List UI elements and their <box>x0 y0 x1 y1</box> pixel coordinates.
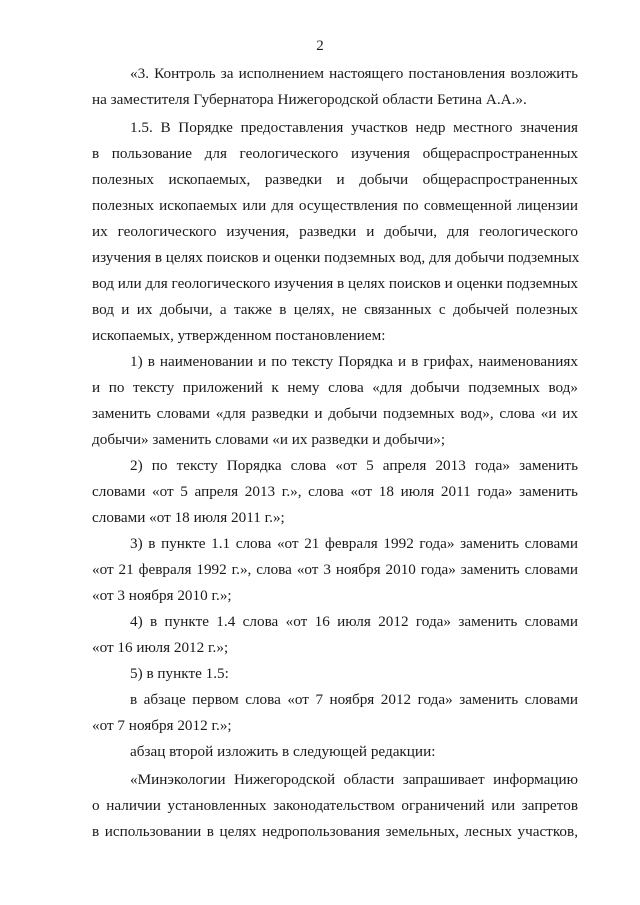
text-line: «от 7 ноября 2012 г.»; <box>92 717 232 734</box>
text-line: «от 16 июля 2012 г.»; <box>92 639 229 656</box>
text-line: «от 3 ноября 2010 г.»; <box>92 587 232 604</box>
text-line: в пользование для геологического изучения общераспространенных <box>92 145 578 162</box>
text-line: и по тексту приложений к нему слова «для добычи подземных вод» <box>92 379 578 396</box>
text-line: их геологического изучения, разведки и добычи, для геологического <box>92 223 578 240</box>
text-line: «3. Контроль за исполнением настоящего постановления возложить <box>130 65 578 82</box>
text-line: заменить словами «для разведки и добычи подземных вод», слова «и их <box>92 405 578 422</box>
text-line: вод или для геологического изучения в целях поисков и оценки подземных <box>92 275 578 292</box>
text-line: добычи» заменить словами «и их разведки и добычи»; <box>92 431 446 448</box>
text-line: 3) в пункте 1.1 слова «от 21 февраля 1992 года» заменить словами <box>130 535 578 552</box>
text-line: полезных ископаемых, разведки и добычи общераспространенных <box>92 171 578 188</box>
text-line: изучения в целях поисков и оценки подземных вод, для добычи подземных <box>92 249 580 266</box>
text-line: словами «от 5 апреля 2013 г.», слова «от 18 июля 2011 года» заменить <box>92 483 578 500</box>
text-line: «от 21 февраля 1992 г.», слова «от 3 ноября 2010 года» заменить словами <box>92 561 578 578</box>
text-line: 2) по тексту Порядка слова «от 5 апреля 2013 года» заменить <box>130 457 578 474</box>
text-line: ископаемых, утвержденном постановлением: <box>92 327 386 344</box>
text-line: 5) в пункте 1.5: <box>130 665 229 682</box>
text-line: «Минэкологии Нижегородской области запрашивает информацию <box>130 771 578 788</box>
text-line: вод и их добычи, а также в целях, не связанных с добычей полезных <box>92 301 578 318</box>
text-line: в абзаце первом слова «от 7 ноября 2012 года» заменить словами <box>130 691 578 708</box>
text-line: словами «от 18 июля 2011 г.»; <box>92 509 285 526</box>
text-line: 1) в наименовании и по тексту Порядка и в грифах, наименованиях <box>130 353 578 370</box>
page-number: 2 <box>316 38 324 54</box>
text-line: на заместителя Губернатора Нижегородской области Бетина А.А.». <box>92 91 527 108</box>
text-line: абзац второй изложить в следующей редакции: <box>130 743 436 760</box>
text-line: полезных ископаемых или для осуществления по совмещенной лицензии <box>92 197 578 214</box>
text-line: о наличии установленных законодательством ограничений или запретов <box>92 797 578 814</box>
text-line: 4) в пункте 1.4 слова «от 16 июля 2012 года» заменить словами <box>130 613 578 630</box>
text-line: в использовании в целях недропользования земельных, лесных участков, <box>92 823 578 840</box>
text-line: 1.5. В Порядке предоставления участков недр местного значения <box>130 119 578 136</box>
